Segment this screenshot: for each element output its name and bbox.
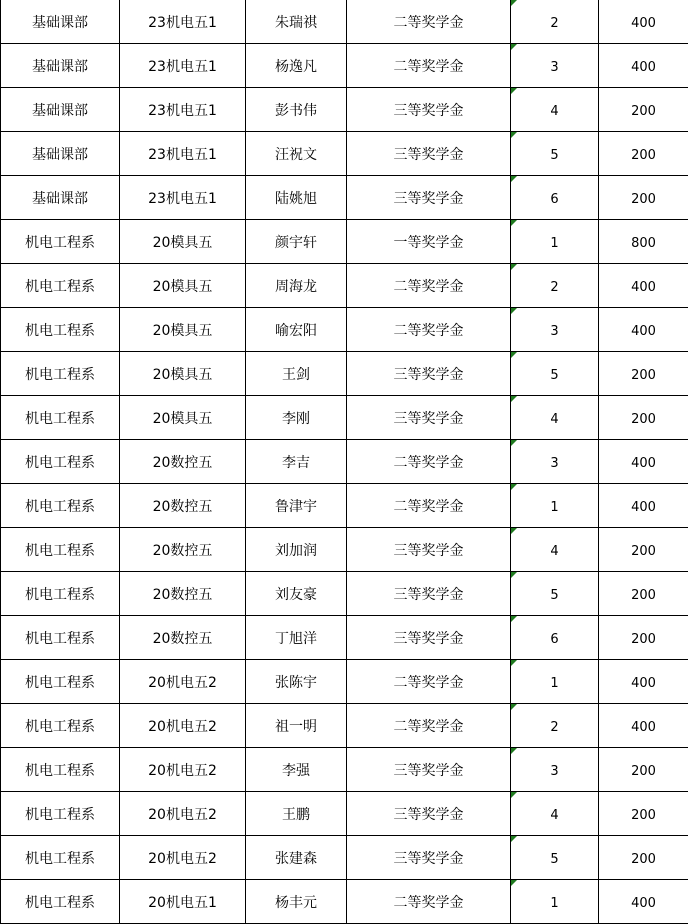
text-number-indicator-icon bbox=[511, 176, 517, 182]
department-cell[interactable] bbox=[1, 484, 120, 528]
class-cell[interactable] bbox=[120, 484, 246, 528]
department-cell-text: 机电工程系 bbox=[25, 323, 95, 339]
department-cell[interactable] bbox=[1, 308, 120, 352]
student-name-cell-text: 张建森 bbox=[275, 851, 317, 867]
amount-cell[interactable] bbox=[599, 308, 688, 352]
rank-cell[interactable] bbox=[511, 176, 599, 220]
student-name-cell[interactable] bbox=[246, 616, 347, 660]
table-row bbox=[1, 132, 688, 176]
award-cell[interactable] bbox=[347, 792, 511, 836]
award-cell[interactable] bbox=[347, 308, 511, 352]
student-name-cell[interactable] bbox=[246, 352, 347, 396]
department-cell[interactable] bbox=[1, 440, 120, 484]
rank-cell[interactable] bbox=[511, 660, 599, 704]
class-cell[interactable] bbox=[120, 396, 246, 440]
class-cell-text: 23机电五1 bbox=[148, 59, 217, 75]
rank-cell[interactable] bbox=[511, 132, 599, 176]
text-number-indicator-icon bbox=[511, 572, 517, 578]
class-cell[interactable] bbox=[120, 132, 246, 176]
student-name-cell[interactable] bbox=[246, 660, 347, 704]
department-cell[interactable] bbox=[1, 88, 120, 132]
text-number-indicator-icon bbox=[511, 308, 517, 314]
award-cell-text: 三等奖学金 bbox=[394, 807, 464, 823]
student-name-cell[interactable] bbox=[246, 880, 347, 924]
rank-cell[interactable] bbox=[511, 440, 599, 484]
department-cell[interactable] bbox=[1, 176, 120, 220]
text-number-indicator-icon bbox=[511, 792, 517, 798]
text-number-indicator-icon bbox=[511, 748, 517, 754]
rank-cell[interactable] bbox=[511, 616, 599, 660]
rank-cell-text: 4 bbox=[550, 808, 558, 823]
amount-cell-text: 200 bbox=[631, 544, 656, 559]
award-cell[interactable] bbox=[347, 528, 511, 572]
department-cell-text: 机电工程系 bbox=[25, 235, 95, 251]
department-cell[interactable] bbox=[1, 44, 120, 88]
table-row bbox=[1, 176, 688, 220]
amount-cell-text: 200 bbox=[631, 632, 656, 647]
class-cell-text: 23机电五1 bbox=[148, 15, 217, 31]
student-name-cell[interactable] bbox=[246, 176, 347, 220]
student-name-cell[interactable] bbox=[246, 792, 347, 836]
class-cell[interactable] bbox=[120, 220, 246, 264]
table-row bbox=[1, 396, 688, 440]
award-cell[interactable] bbox=[347, 748, 511, 792]
department-cell-text: 基础课部 bbox=[32, 191, 88, 207]
award-cell[interactable] bbox=[347, 836, 511, 880]
award-cell-text: 二等奖学金 bbox=[394, 323, 464, 339]
rank-cell[interactable] bbox=[511, 308, 599, 352]
award-cell-text: 三等奖学金 bbox=[394, 587, 464, 603]
student-name-cell-text: 祖一明 bbox=[275, 719, 317, 735]
class-cell-text: 20数控五 bbox=[153, 499, 213, 515]
student-name-cell-text: 杨逸凡 bbox=[275, 59, 317, 75]
student-name-cell-text: 李吉 bbox=[282, 455, 310, 471]
class-cell-text: 20模具五 bbox=[153, 279, 213, 295]
class-cell-text: 20模具五 bbox=[153, 411, 213, 427]
table-row bbox=[1, 660, 688, 704]
department-cell[interactable] bbox=[1, 528, 120, 572]
student-name-cell-text: 刘加润 bbox=[275, 543, 317, 559]
amount-cell[interactable] bbox=[599, 396, 688, 440]
award-cell-text: 一等奖学金 bbox=[394, 235, 464, 251]
rank-cell-text: 5 bbox=[550, 368, 558, 383]
rank-cell-text: 3 bbox=[550, 764, 558, 779]
award-cell-text: 二等奖学金 bbox=[394, 895, 464, 911]
rank-cell[interactable] bbox=[511, 748, 599, 792]
class-cell[interactable] bbox=[120, 0, 246, 44]
rank-cell[interactable] bbox=[511, 484, 599, 528]
class-cell-text: 20数控五 bbox=[153, 631, 213, 647]
student-name-cell-text: 鲁津宇 bbox=[275, 499, 317, 515]
department-cell[interactable] bbox=[1, 704, 120, 748]
class-cell[interactable] bbox=[120, 660, 246, 704]
rank-cell[interactable] bbox=[511, 352, 599, 396]
rank-cell[interactable] bbox=[511, 880, 599, 924]
department-cell[interactable] bbox=[1, 660, 120, 704]
award-cell-text: 三等奖学金 bbox=[394, 543, 464, 559]
award-cell-text: 三等奖学金 bbox=[394, 367, 464, 383]
award-cell[interactable] bbox=[347, 660, 511, 704]
department-cell-text: 机电工程系 bbox=[25, 631, 95, 647]
class-cell-text: 20模具五 bbox=[153, 367, 213, 383]
student-name-cell[interactable] bbox=[246, 836, 347, 880]
class-cell[interactable] bbox=[120, 264, 246, 308]
amount-cell[interactable] bbox=[599, 264, 688, 308]
rank-cell[interactable] bbox=[511, 836, 599, 880]
department-cell-text: 机电工程系 bbox=[25, 279, 95, 295]
student-name-cell[interactable] bbox=[246, 484, 347, 528]
amount-cell[interactable] bbox=[599, 880, 688, 924]
department-cell-text: 机电工程系 bbox=[25, 411, 95, 427]
amount-cell-text: 200 bbox=[631, 412, 656, 427]
department-cell[interactable] bbox=[1, 352, 120, 396]
table-row bbox=[1, 792, 688, 836]
table-row bbox=[1, 484, 688, 528]
department-cell[interactable] bbox=[1, 792, 120, 836]
class-cell-text: 20数控五 bbox=[153, 587, 213, 603]
table-row bbox=[1, 616, 688, 660]
class-cell[interactable] bbox=[120, 308, 246, 352]
student-name-cell-text: 张陈宇 bbox=[275, 675, 317, 691]
department-cell-text: 机电工程系 bbox=[25, 895, 95, 911]
student-name-cell-text: 李刚 bbox=[282, 411, 310, 427]
rank-cell-text: 2 bbox=[550, 280, 558, 295]
amount-cell[interactable] bbox=[599, 440, 688, 484]
amount-cell-text: 200 bbox=[631, 148, 656, 163]
student-name-cell[interactable] bbox=[246, 440, 347, 484]
rank-cell[interactable] bbox=[511, 220, 599, 264]
student-name-cell[interactable] bbox=[246, 308, 347, 352]
class-cell[interactable] bbox=[120, 44, 246, 88]
award-cell-text: 二等奖学金 bbox=[394, 279, 464, 295]
amount-cell-text: 400 bbox=[631, 500, 656, 515]
table-row bbox=[1, 572, 688, 616]
amount-cell[interactable] bbox=[599, 792, 688, 836]
amount-cell[interactable] bbox=[599, 528, 688, 572]
student-name-cell-text: 彭书伟 bbox=[275, 103, 317, 119]
award-cell[interactable] bbox=[347, 88, 511, 132]
award-cell[interactable] bbox=[347, 352, 511, 396]
student-name-cell[interactable] bbox=[246, 396, 347, 440]
student-name-cell-text: 杨丰元 bbox=[275, 895, 317, 911]
amount-cell[interactable] bbox=[599, 44, 688, 88]
amount-cell[interactable] bbox=[599, 572, 688, 616]
award-cell-text: 二等奖学金 bbox=[394, 675, 464, 691]
award-cell-text: 三等奖学金 bbox=[394, 631, 464, 647]
student-name-cell-text: 王剑 bbox=[282, 367, 310, 383]
department-cell[interactable] bbox=[1, 264, 120, 308]
department-cell-text: 基础课部 bbox=[32, 59, 88, 75]
rank-cell-text: 4 bbox=[550, 412, 558, 427]
rank-cell[interactable] bbox=[511, 0, 599, 44]
class-cell-text: 20机电五2 bbox=[148, 763, 217, 779]
class-cell[interactable] bbox=[120, 880, 246, 924]
text-number-indicator-icon bbox=[511, 352, 517, 358]
text-number-indicator-icon bbox=[511, 44, 517, 50]
award-cell[interactable] bbox=[347, 704, 511, 748]
amount-cell[interactable] bbox=[599, 836, 688, 880]
amount-cell-text: 400 bbox=[631, 16, 656, 31]
class-cell-text: 20机电五2 bbox=[148, 851, 217, 867]
class-cell-text: 20模具五 bbox=[153, 235, 213, 251]
class-cell-text: 20数控五 bbox=[153, 455, 213, 471]
rank-cell-text: 3 bbox=[550, 456, 558, 471]
table-row bbox=[1, 308, 688, 352]
department-cell-text: 机电工程系 bbox=[25, 455, 95, 471]
amount-cell[interactable] bbox=[599, 132, 688, 176]
amount-cell[interactable] bbox=[599, 616, 688, 660]
award-cell-text: 二等奖学金 bbox=[394, 15, 464, 31]
class-cell-text: 20机电五2 bbox=[148, 675, 217, 691]
award-cell[interactable] bbox=[347, 220, 511, 264]
class-cell[interactable] bbox=[120, 528, 246, 572]
award-cell-text: 三等奖学金 bbox=[394, 763, 464, 779]
amount-cell[interactable] bbox=[599, 704, 688, 748]
award-cell[interactable] bbox=[347, 396, 511, 440]
class-cell-text: 20机电五2 bbox=[148, 807, 217, 823]
rank-cell-text: 2 bbox=[550, 16, 558, 31]
class-cell[interactable] bbox=[120, 748, 246, 792]
award-cell-text: 三等奖学金 bbox=[394, 851, 464, 867]
rank-cell-text: 1 bbox=[550, 500, 558, 515]
award-cell[interactable] bbox=[347, 44, 511, 88]
rank-cell-text: 1 bbox=[550, 896, 558, 911]
class-cell-text: 20机电五1 bbox=[148, 895, 217, 911]
amount-cell-text: 400 bbox=[631, 324, 656, 339]
award-cell[interactable] bbox=[347, 176, 511, 220]
table-row bbox=[1, 836, 688, 880]
student-name-cell-text: 周海龙 bbox=[275, 279, 317, 295]
rank-cell-text: 1 bbox=[550, 236, 558, 251]
text-number-indicator-icon bbox=[511, 88, 517, 94]
table-row bbox=[1, 44, 688, 88]
department-cell-text: 机电工程系 bbox=[25, 851, 95, 867]
amount-cell[interactable] bbox=[599, 352, 688, 396]
rank-cell-text: 5 bbox=[550, 852, 558, 867]
amount-cell[interactable] bbox=[599, 484, 688, 528]
amount-cell-text: 400 bbox=[631, 456, 656, 471]
student-name-cell[interactable] bbox=[246, 748, 347, 792]
class-cell-text: 23机电五1 bbox=[148, 191, 217, 207]
rank-cell[interactable] bbox=[511, 572, 599, 616]
text-number-indicator-icon bbox=[511, 484, 517, 490]
student-name-cell-text: 颜宇轩 bbox=[275, 235, 317, 251]
department-cell-text: 机电工程系 bbox=[25, 543, 95, 559]
award-cell[interactable] bbox=[347, 484, 511, 528]
award-cell-text: 二等奖学金 bbox=[394, 59, 464, 75]
award-cell-text: 二等奖学金 bbox=[394, 719, 464, 735]
student-name-cell[interactable] bbox=[246, 704, 347, 748]
class-cell[interactable] bbox=[120, 616, 246, 660]
text-number-indicator-icon bbox=[511, 0, 517, 6]
amount-cell[interactable] bbox=[599, 88, 688, 132]
award-cell-text: 三等奖学金 bbox=[394, 191, 464, 207]
department-cell[interactable] bbox=[1, 0, 120, 44]
department-cell-text: 机电工程系 bbox=[25, 719, 95, 735]
rank-cell-text: 2 bbox=[550, 720, 558, 735]
student-name-cell[interactable] bbox=[246, 0, 347, 44]
department-cell-text: 机电工程系 bbox=[25, 587, 95, 603]
student-name-cell-text: 丁旭洋 bbox=[275, 631, 317, 647]
class-cell-text: 23机电五1 bbox=[148, 147, 217, 163]
amount-cell[interactable] bbox=[599, 176, 688, 220]
student-name-cell[interactable] bbox=[246, 572, 347, 616]
department-cell[interactable] bbox=[1, 396, 120, 440]
award-cell[interactable] bbox=[347, 0, 511, 44]
student-name-cell-text: 喻宏阳 bbox=[275, 323, 317, 339]
class-cell-text: 20机电五2 bbox=[148, 719, 217, 735]
table-row bbox=[1, 748, 688, 792]
rank-cell-text: 1 bbox=[550, 676, 558, 691]
text-number-indicator-icon bbox=[511, 132, 517, 138]
table-row bbox=[1, 88, 688, 132]
student-name-cell-text: 汪祝文 bbox=[275, 147, 317, 163]
rank-cell[interactable] bbox=[511, 528, 599, 572]
class-cell[interactable] bbox=[120, 792, 246, 836]
text-number-indicator-icon bbox=[511, 660, 517, 666]
rank-cell-text: 5 bbox=[550, 148, 558, 163]
amount-cell-text: 400 bbox=[631, 280, 656, 295]
rank-cell-text: 5 bbox=[550, 588, 558, 603]
student-name-cell[interactable] bbox=[246, 528, 347, 572]
amount-cell-text: 200 bbox=[631, 588, 656, 603]
table-row bbox=[1, 0, 688, 44]
award-cell-text: 三等奖学金 bbox=[394, 147, 464, 163]
text-number-indicator-icon bbox=[511, 704, 517, 710]
department-cell-text: 机电工程系 bbox=[25, 367, 95, 383]
award-cell-text: 三等奖学金 bbox=[394, 103, 464, 119]
amount-cell-text: 400 bbox=[631, 896, 656, 911]
table-row bbox=[1, 440, 688, 484]
amount-cell[interactable] bbox=[599, 748, 688, 792]
student-name-cell[interactable] bbox=[246, 44, 347, 88]
award-cell[interactable] bbox=[347, 880, 511, 924]
award-cell[interactable] bbox=[347, 264, 511, 308]
text-number-indicator-icon bbox=[511, 616, 517, 622]
rank-cell[interactable] bbox=[511, 88, 599, 132]
student-name-cell-text: 朱瑞祺 bbox=[275, 15, 317, 31]
class-cell[interactable] bbox=[120, 88, 246, 132]
rank-cell[interactable] bbox=[511, 792, 599, 836]
department-cell-text: 机电工程系 bbox=[25, 499, 95, 515]
rank-cell-text: 6 bbox=[550, 192, 558, 207]
amount-cell[interactable] bbox=[599, 220, 688, 264]
student-name-cell-text: 陆姚旭 bbox=[275, 191, 317, 207]
department-cell[interactable] bbox=[1, 836, 120, 880]
student-name-cell[interactable] bbox=[246, 220, 347, 264]
amount-cell-text: 200 bbox=[631, 104, 656, 119]
award-cell[interactable] bbox=[347, 132, 511, 176]
amount-cell-text: 200 bbox=[631, 764, 656, 779]
student-name-cell-text: 刘友豪 bbox=[275, 587, 317, 603]
department-cell-text: 机电工程系 bbox=[25, 763, 95, 779]
department-cell-text: 机电工程系 bbox=[25, 675, 95, 691]
text-number-indicator-icon bbox=[511, 880, 517, 886]
class-cell[interactable] bbox=[120, 836, 246, 880]
text-number-indicator-icon bbox=[511, 396, 517, 402]
award-cell-text: 三等奖学金 bbox=[394, 411, 464, 427]
department-cell-text: 基础课部 bbox=[32, 103, 88, 119]
department-cell-text: 基础课部 bbox=[32, 15, 88, 31]
rank-cell-text: 3 bbox=[550, 324, 558, 339]
student-name-cell-text: 王鹏 bbox=[282, 807, 310, 823]
rank-cell-text: 3 bbox=[550, 60, 558, 75]
rank-cell[interactable] bbox=[511, 704, 599, 748]
table-row bbox=[1, 704, 688, 748]
department-cell[interactable] bbox=[1, 616, 120, 660]
department-cell[interactable] bbox=[1, 572, 120, 616]
rank-cell[interactable] bbox=[511, 396, 599, 440]
award-cell[interactable] bbox=[347, 440, 511, 484]
department-cell-text: 机电工程系 bbox=[25, 807, 95, 823]
department-cell-text: 基础课部 bbox=[32, 147, 88, 163]
department-cell[interactable] bbox=[1, 748, 120, 792]
text-number-indicator-icon bbox=[511, 264, 517, 270]
class-cell[interactable] bbox=[120, 176, 246, 220]
rank-cell-text: 6 bbox=[550, 632, 558, 647]
amount-cell-text: 800 bbox=[631, 236, 656, 251]
class-cell[interactable] bbox=[120, 572, 246, 616]
table-row bbox=[1, 352, 688, 396]
amount-cell[interactable] bbox=[599, 0, 688, 44]
award-cell-text: 二等奖学金 bbox=[394, 455, 464, 471]
class-cell-text: 23机电五1 bbox=[148, 103, 217, 119]
award-cell[interactable] bbox=[347, 616, 511, 660]
table-row bbox=[1, 220, 688, 264]
text-number-indicator-icon bbox=[511, 440, 517, 446]
class-cell[interactable] bbox=[120, 704, 246, 748]
student-name-cell[interactable] bbox=[246, 88, 347, 132]
rank-cell[interactable] bbox=[511, 44, 599, 88]
department-cell[interactable] bbox=[1, 220, 120, 264]
award-cell[interactable] bbox=[347, 572, 511, 616]
amount-cell-text: 400 bbox=[631, 676, 656, 691]
department-cell[interactable] bbox=[1, 132, 120, 176]
student-name-cell-text: 李强 bbox=[282, 763, 310, 779]
amount-cell-text: 400 bbox=[631, 60, 656, 75]
rank-cell-text: 4 bbox=[550, 104, 558, 119]
amount-cell-text: 200 bbox=[631, 852, 656, 867]
student-name-cell[interactable] bbox=[246, 264, 347, 308]
department-cell[interactable] bbox=[1, 880, 120, 924]
text-number-indicator-icon bbox=[511, 528, 517, 534]
class-cell[interactable] bbox=[120, 352, 246, 396]
award-cell-text: 二等奖学金 bbox=[394, 499, 464, 515]
table-row bbox=[1, 880, 688, 924]
student-name-cell[interactable] bbox=[246, 132, 347, 176]
class-cell-text: 20数控五 bbox=[153, 543, 213, 559]
amount-cell[interactable] bbox=[599, 660, 688, 704]
table-row bbox=[1, 264, 688, 308]
table-body bbox=[1, 0, 688, 924]
class-cell-text: 20模具五 bbox=[153, 323, 213, 339]
amount-cell-text: 400 bbox=[631, 720, 656, 735]
table-row bbox=[1, 528, 688, 572]
amount-cell-text: 200 bbox=[631, 368, 656, 383]
amount-cell-text: 200 bbox=[631, 808, 656, 823]
amount-cell-text: 200 bbox=[631, 192, 656, 207]
rank-cell-text: 4 bbox=[550, 544, 558, 559]
rank-cell[interactable] bbox=[511, 264, 599, 308]
class-cell[interactable] bbox=[120, 440, 246, 484]
text-number-indicator-icon bbox=[511, 220, 517, 226]
text-number-indicator-icon bbox=[511, 836, 517, 842]
